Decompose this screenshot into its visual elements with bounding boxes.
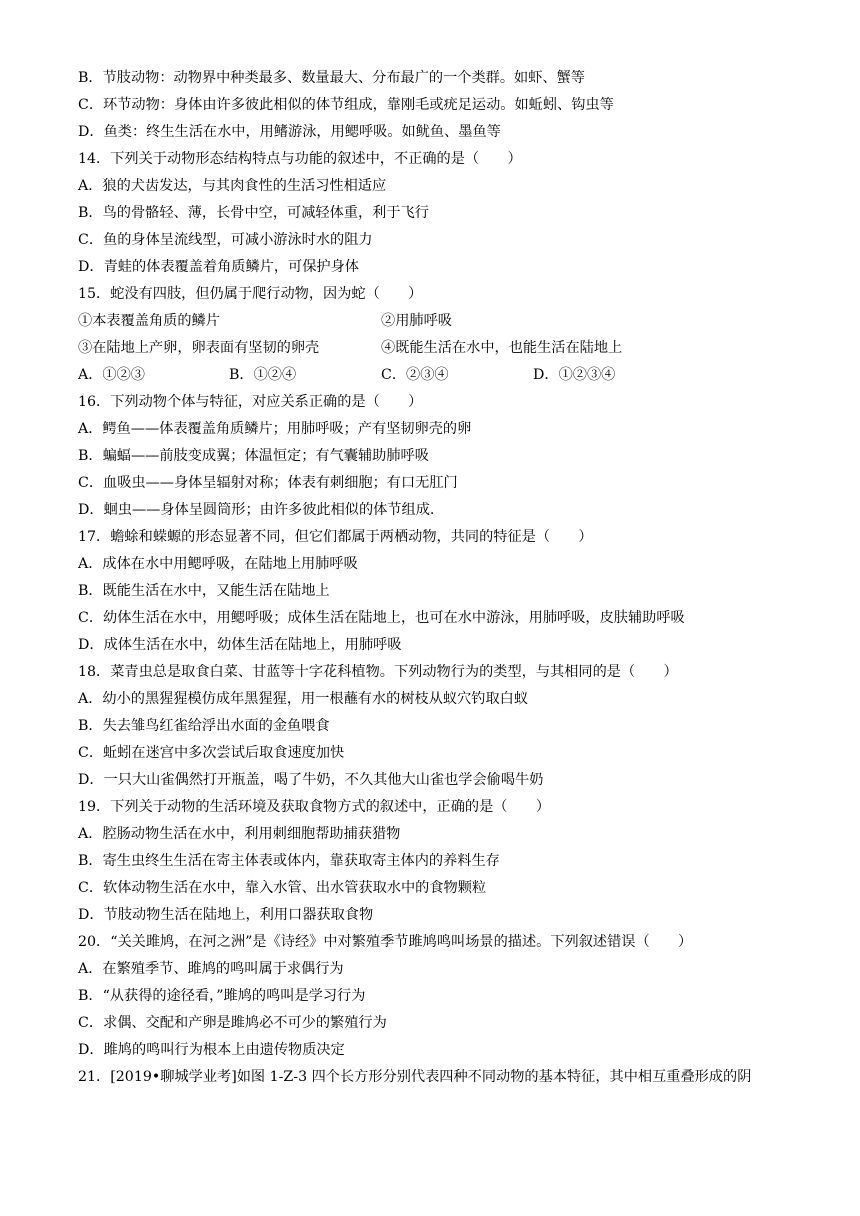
q18-option-d: D．一只大山雀偶然打开瓶盖，喝了牛奶，不久其他大山雀也学会偷喝牛奶	[78, 772, 544, 788]
q19-option-a: A．腔肠动物生活在水中，利用刺细胞帮助捕获猎物	[78, 826, 401, 842]
q17-option-d: D．成体生活在水中，幼体生活在陆地上，用肺呼吸	[78, 637, 402, 653]
q14-option-a: A．狼的犬齿发达，与其肉食性的生活习性相适应	[78, 178, 387, 194]
q17-option-a: A．成体在水中用鳃呼吸，在陆地上用肺呼吸	[78, 556, 358, 572]
q15-statement-4: ④既能生活在水中，也能生活在陆地上	[381, 340, 623, 356]
question-16: 16．下列动物个体与特征，对应关系正确的是（ ）	[78, 394, 423, 410]
q19-option-b: B．寄生虫终生生活在寄主体表或体内，靠获取寄主体内的养料生存	[78, 853, 500, 869]
question-15: 15．蛇没有四肢，但仍属于爬行动物，因为蛇（ ）	[78, 286, 423, 302]
q16-option-b: B．蝙蝠——前肢变成翼；体温恒定；有气囊辅助肺呼吸	[78, 448, 429, 464]
q17-option-b: B．既能生活在水中，又能生活在陆地上	[78, 583, 330, 599]
question-21: 21．[2019•聊城学业考]如图 1-Z-3 四个长方形分别代表四种不同动物的基本特征，其中相互重叠形成的阴	[78, 1069, 752, 1085]
option-c-annelids: C．环节动物：身体由许多彼此相似的体节组成，靠刚毛或疣足运动。如蚯蚓、钩虫等	[78, 97, 614, 113]
option-b-arthropods: B．节肢动物：动物界中种类最多、数量最大、分布最广的一个类群。如虾、蟹等	[78, 70, 585, 86]
q20-option-d: D．雎鸠的鸣叫行为根本上由遗传物质决定	[78, 1042, 345, 1058]
q16-option-c: C．血吸虫——身体呈辐射对称；体表有刺细胞；有口无肛门	[78, 475, 458, 491]
q17-option-c: C．幼体生活在水中，用鳃呼吸；成体生活在陆地上，也可在水中游泳，用肺呼吸，皮肤辅助呼吸	[78, 610, 685, 626]
q19-option-d: D．节肢动物生活在陆地上，利用口器获取食物	[78, 907, 374, 923]
q18-option-a: A．幼小的黑猩猩模仿成年黑猩猩，用一根蘸有水的树枝从蚁穴钓取白蚁	[78, 691, 529, 707]
q15-statement-3: ③在陆地上产卵，卵表面有坚韧的卵壳	[78, 340, 320, 356]
q15-choice-c: C．②③④	[381, 367, 449, 383]
q19-option-c: C．软体动物生活在水中，靠入水管、出水管获取水中的食物颗粒	[78, 880, 487, 896]
q18-option-b: B．失去雏鸟红雀给浮出水面的金鱼喂食	[78, 718, 330, 734]
q14-option-b: B．鸟的骨骼轻、薄，长骨中空，可减轻体重，利于飞行	[78, 205, 429, 221]
q16-option-d: D．蛔虫——身体呈圆筒形；由许多彼此相似的体节组成.	[78, 502, 435, 518]
q15-choice-d: D．①②③④	[533, 367, 616, 383]
question-14: 14．下列关于动物形态结构特点与功能的叙述中，不正确的是（ ）	[78, 151, 522, 167]
option-d-fish: D．鱼类：终生生活在水中，用鳍游泳，用鳃呼吸。如鱿鱼、墨鱼等	[78, 124, 501, 140]
q20-option-b: B．“从获得的途径看，”雎鸠的鸣叫是学习行为	[78, 988, 366, 1004]
question-19: 19．下列关于动物的生活环境及获取食物方式的叙述中，正确的是（ ）	[78, 799, 551, 815]
q14-option-d: D．青蛙的体表覆盖着角质鳞片，可保护身体	[78, 259, 359, 275]
q16-option-a: A．鳄鱼——体表覆盖角质鳞片；用肺呼吸；产有坚韧卵壳的卵	[78, 421, 472, 437]
q18-option-c: C．蚯蚓在迷宫中多次尝试后取食速度加快	[78, 745, 345, 761]
question-20: 20．“关关雎鸠，在河之洲”是《诗经》中对繁殖季节雎鸠鸣叫场景的描述。下列叙述错误（ ）	[78, 934, 693, 950]
question-18: 18．菜青虫总是取食白菜、甘蓝等十字花科植物。下列动物行为的类型，与其相同的是（ ）	[78, 664, 678, 680]
q15-statement-2: ②用肺呼吸	[381, 313, 452, 329]
q14-option-c: C．鱼的身体呈流线型，可减小游泳时水的阻力	[78, 232, 373, 248]
q20-option-c: C．求偶、交配和产卵是雎鸠必不可少的繁殖行为	[78, 1015, 387, 1031]
q20-option-a: A．在繁殖季节、雎鸠的鸣叫属于求偶行为	[78, 961, 344, 977]
q15-choice-b: B．①②④	[229, 367, 297, 383]
question-17: 17．蟾蜍和蝾螈的形态显著不同，但它们都属于两栖动物，共同的特征是（ ）	[78, 529, 593, 545]
q15-statement-1: ①本表覆盖角质的鳞片	[78, 313, 220, 329]
q15-choice-a: A．①②③	[78, 367, 145, 383]
